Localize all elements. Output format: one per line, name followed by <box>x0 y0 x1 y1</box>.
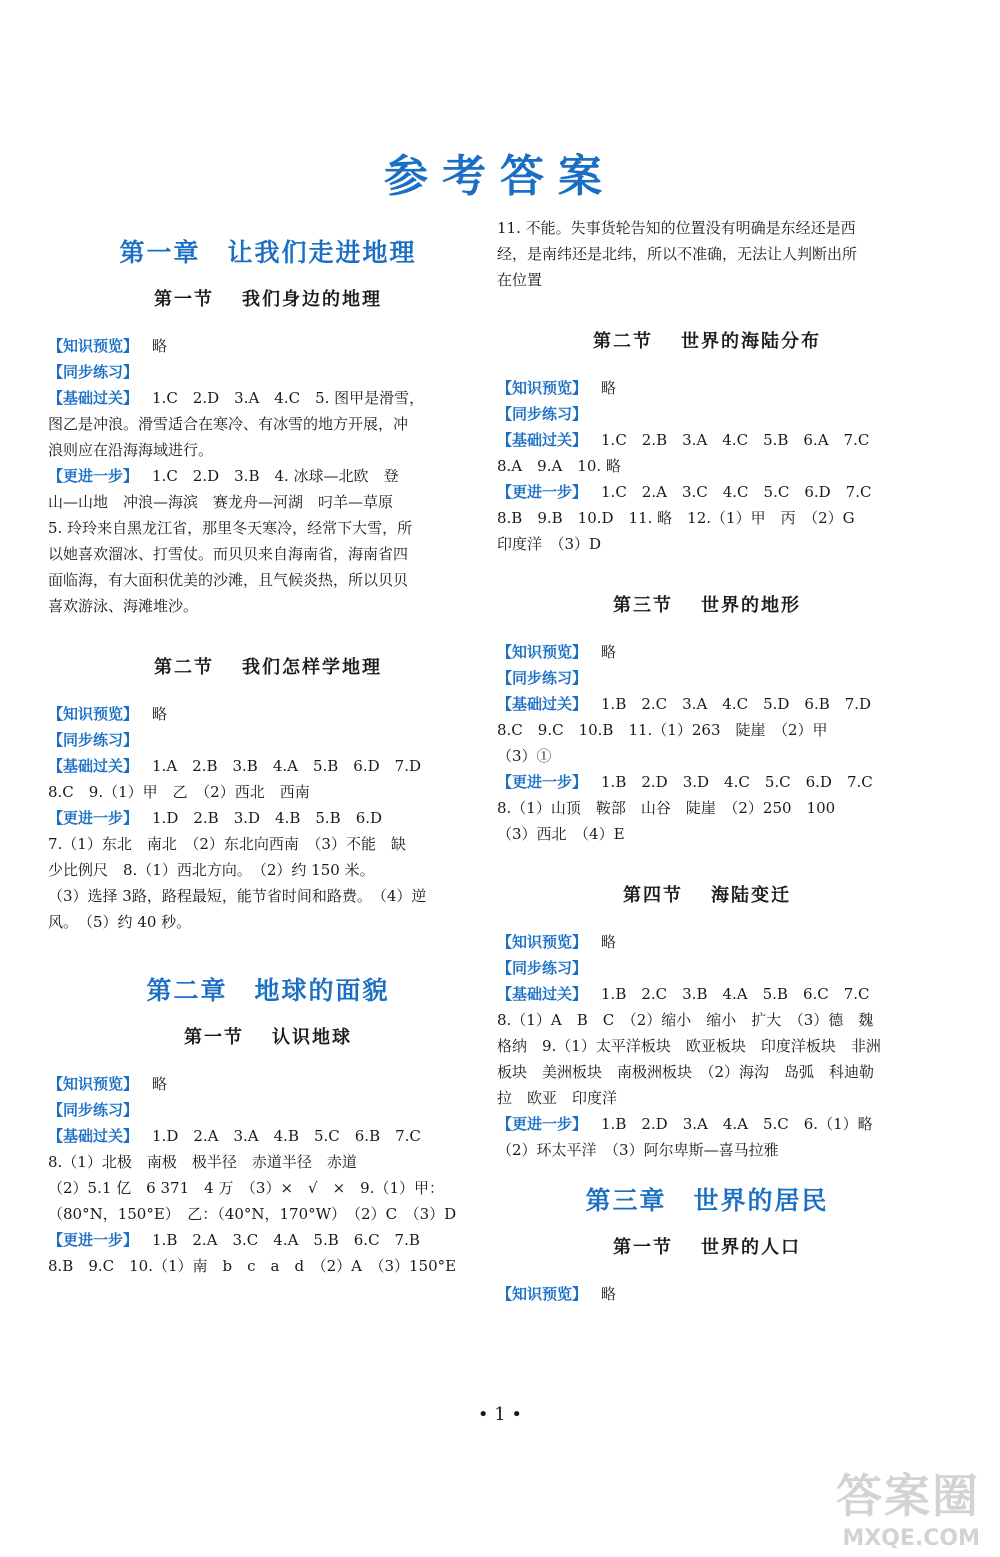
answer-block <box>497 929 917 1163</box>
category-tag: 【同步练习】 <box>497 669 588 687</box>
answer-text: 5. 玲玲来自黑龙江省，那里冬天寒冷，经常下大雪，所 <box>48 519 413 537</box>
answer-line <box>48 567 488 593</box>
answer-line <box>497 375 917 401</box>
answer-text: 8.C 9.（1）甲 乙 （2）西北 西南 <box>48 783 310 801</box>
category-tag: 【更进一步】 <box>497 773 588 791</box>
answer-block <box>48 701 488 935</box>
answer-text: 略 <box>601 643 617 661</box>
answer-text: 浪则应在沿海海域进行。 <box>48 441 214 459</box>
answer-line <box>497 665 917 691</box>
category-tag: 【知识预览】 <box>48 1075 139 1093</box>
category-tag: 【基础过关】 <box>48 757 139 775</box>
answer-line <box>497 691 917 717</box>
section-title: 世界的地形 <box>701 595 801 616</box>
category-tag: 【基础过关】 <box>48 389 139 407</box>
watermark-logo <box>730 1460 980 1550</box>
answer-text: 面临海，有大面积优美的沙滩，且气候炎热，所以贝贝 <box>48 571 409 589</box>
answer-text: 山—山地 冲浪—海滨 赛龙舟—河湖 叼羊—草原 <box>48 493 394 511</box>
answer-line <box>48 1227 488 1253</box>
category-tag: 【更进一步】 <box>48 467 139 485</box>
category-tag: 【知识预览】 <box>497 643 588 661</box>
answer-line <box>48 857 488 883</box>
section-heading <box>497 327 917 353</box>
answer-text: 8.（1）山顶 鞍部 山谷 陡崖 （2）250 100 <box>497 799 836 817</box>
answer-line <box>48 805 488 831</box>
answer-line <box>497 401 917 427</box>
answer-line <box>48 1175 488 1201</box>
answer-text: 7.（1）东北 南北 （2）东北向西南 （3）不能 缺 <box>48 835 406 853</box>
answer-line <box>497 1085 917 1111</box>
answer-text: 略 <box>601 933 617 951</box>
answer-block <box>48 1071 488 1279</box>
answer-text: 图乙是冲浪。滑雪适合在寒冷、有冰雪的地方开展，冲 <box>48 415 409 433</box>
answer-line <box>497 717 917 743</box>
answer-line <box>48 333 488 359</box>
answer-line <box>497 1007 917 1033</box>
answer-line <box>48 831 488 857</box>
answer-text: 8.（1）A B C （2）缩小 缩小 扩大 （3）德 魏 <box>497 1011 874 1029</box>
answer-text: 印度洋 （3）D <box>497 535 602 553</box>
answer-line <box>497 795 917 821</box>
answer-line <box>497 981 917 1007</box>
chapter-heading: 第一章 让我们走进地理 <box>119 238 417 267</box>
chapter-heading: 第三章 世界的居民 <box>585 1186 829 1215</box>
answer-line <box>497 1033 917 1059</box>
answer-line <box>48 411 488 437</box>
answer-line <box>48 437 488 463</box>
answer-line <box>48 753 488 779</box>
page-title: 参考答案 <box>384 151 616 202</box>
category-tag: 【知识预览】 <box>497 379 588 397</box>
chapter-heading: 第二章 地球的面貌 <box>146 976 390 1005</box>
category-tag: 【同步练习】 <box>497 405 588 423</box>
answer-text: 1.D 2.A 3.A 4.B 5.C 6.B 7.C <box>152 1127 421 1145</box>
section-heading <box>48 1023 488 1049</box>
page-number: • 1 • <box>477 1404 523 1425</box>
answer-text: （2）环太平洋 （3）阿尔卑斯—喜马拉雅 <box>497 1141 779 1159</box>
answer-line: 在位置 <box>497 271 543 289</box>
answer-text: 1.B 2.D 3.A 4.A 5.C 6.（1）略 <box>601 1115 873 1133</box>
answer-line <box>48 1253 488 1279</box>
answer-line <box>497 427 917 453</box>
answer-block <box>497 375 917 557</box>
category-tag: 【同步练习】 <box>48 731 139 749</box>
section-heading <box>497 1233 917 1259</box>
answer-line <box>497 531 917 557</box>
answer-line <box>497 453 917 479</box>
section-heading <box>497 881 917 907</box>
answer-text: （3）选择 3路，路程最短，能节省时间和路费。 （4）逆 <box>48 887 427 905</box>
answer-line <box>48 515 488 541</box>
answer-line <box>48 593 488 619</box>
category-tag: 【同步练习】 <box>48 363 139 381</box>
answer-line <box>497 1137 917 1163</box>
answer-text: （3）西北 （4）E <box>497 825 625 843</box>
answer-line <box>48 1071 488 1097</box>
answer-text: 1.C 2.D 3.B 4. 冰球—北欧 登 <box>152 467 399 485</box>
section-heading <box>497 591 917 617</box>
answer-line <box>48 883 488 909</box>
answer-text: 喜欢游泳、海滩堆沙。 <box>48 597 199 615</box>
category-tag: 【更进一步】 <box>497 483 588 501</box>
answer-text: 板块 美洲板块 南极洲板块 （2）海沟 岛弧 科迪勒 <box>497 1063 875 1081</box>
category-tag: 【更进一步】 <box>48 809 139 827</box>
section-number: 第一节 <box>154 289 214 310</box>
category-tag: 【知识预览】 <box>48 337 139 355</box>
section-title: 我们身边的地理 <box>242 289 382 310</box>
watermark-url: MXQE.COM <box>842 1526 980 1551</box>
answer-text: 略 <box>152 337 168 355</box>
answer-line <box>497 769 917 795</box>
section-title: 海陆变迁 <box>711 885 791 906</box>
answer-line <box>48 1201 488 1227</box>
answer-text: 1.D 2.B 3.D 4.B 5.B 6.D <box>152 809 383 827</box>
category-tag: 【更进一步】 <box>497 1115 588 1133</box>
answer-block <box>497 1281 917 1307</box>
answer-text: 8.B 9.B 10.D 11. 略 12.（1）甲 丙 （2）G <box>497 509 855 527</box>
answer-line <box>48 727 488 753</box>
answer-text: 略 <box>601 379 617 397</box>
section-title: 我们怎样学地理 <box>242 657 382 678</box>
answer-text: 风。 （5）约 40 秒。 <box>48 913 192 931</box>
answer-text: 1.B 2.C 3.A 4.C 5.D 6.B 7.D <box>601 695 872 713</box>
section-heading <box>48 285 488 311</box>
section-number: 第二节 <box>154 657 214 678</box>
section-number: 第四节 <box>623 885 683 906</box>
category-tag: 【基础过关】 <box>497 695 588 713</box>
answer-line <box>48 541 488 567</box>
category-tag: 【知识预览】 <box>497 933 588 951</box>
answer-block <box>48 333 488 619</box>
answer-text: 1.B 2.A 3.C 4.A 5.B 6.C 7.B <box>152 1231 420 1249</box>
answer-block <box>497 639 917 847</box>
section-number: 第一节 <box>184 1027 244 1048</box>
answer-text: 1.C 2.D 3.A 4.C 5. 图甲是滑雪， <box>152 389 425 407</box>
section-number: 第三节 <box>613 595 673 616</box>
answer-line <box>497 479 917 505</box>
answer-text: 少比例尺 8.（1）西北方向。 （2）约 150 米。 <box>48 861 375 879</box>
answer-line <box>48 359 488 385</box>
answer-text: （3）① <box>497 747 552 765</box>
answer-line <box>48 463 488 489</box>
answer-block-continued <box>497 215 917 293</box>
answer-line <box>48 385 488 411</box>
answer-text: （80°N，150°E） 乙：（40°N，170°W） （2）C （3）D <box>48 1205 457 1223</box>
answer-line <box>497 505 917 531</box>
answer-text: 以她喜欢溜冰、打雪仗。而贝贝来自海南省，海南省四 <box>48 545 409 563</box>
section-title: 世界的海陆分布 <box>681 331 821 352</box>
answer-text: 略 <box>152 705 168 723</box>
answer-line <box>497 1111 917 1137</box>
category-tag: 【同步练习】 <box>48 1101 139 1119</box>
section-number: 第一节 <box>613 1237 673 1258</box>
category-tag: 【知识预览】 <box>48 705 139 723</box>
answer-line <box>497 955 917 981</box>
answer-line <box>497 929 917 955</box>
answer-text: 略 <box>601 1285 617 1303</box>
answer-line <box>497 821 917 847</box>
answer-line <box>48 1149 488 1175</box>
category-tag: 【基础过关】 <box>48 1127 139 1145</box>
answer-line <box>497 639 917 665</box>
answer-line <box>497 1059 917 1085</box>
section-number: 第二节 <box>593 331 653 352</box>
category-tag: 【同步练习】 <box>497 959 588 977</box>
answer-text: 1.C 2.B 3.A 4.C 5.B 6.A 7.C <box>601 431 870 449</box>
answer-line <box>497 1281 917 1307</box>
right-column <box>497 215 917 1307</box>
answer-text: 8.B 9.C 10.（1）南 b c a d （2）A （3）150°E <box>48 1257 457 1275</box>
left-column <box>48 215 488 1279</box>
category-tag: 【基础过关】 <box>497 985 588 1003</box>
answer-text: 8.（1）北极 南极 极半径 赤道半径 赤道 <box>48 1153 357 1171</box>
answer-text: 格纳 9.（1）太平洋板块 欧亚板块 印度洋板块 非洲 <box>497 1037 881 1055</box>
answer-text: 8.A 9.A 10. 略 <box>497 457 621 475</box>
answer-line <box>48 489 488 515</box>
watermark-text: 答案圈 <box>836 1469 980 1523</box>
answer-text: 1.B 2.D 3.D 4.C 5.C 6.D 7.C <box>601 773 873 791</box>
answer-line: 11. 不能。失事货轮告知的位置没有明确是东经还是西 <box>497 219 856 237</box>
section-title: 世界的人口 <box>701 1237 801 1258</box>
answer-line <box>48 909 488 935</box>
answer-line <box>48 1123 488 1149</box>
answer-line <box>48 701 488 727</box>
category-tag: 【更进一步】 <box>48 1231 139 1249</box>
answer-line <box>48 779 488 805</box>
answer-text: 1.B 2.C 3.B 4.A 5.B 6.C 7.C <box>601 985 870 1003</box>
answer-text: （2）5.1 亿 6 371 4 万 （3）× √ × 9.（1）甲： <box>48 1179 445 1197</box>
answer-text: 拉 欧亚 印度洋 <box>497 1089 618 1107</box>
answer-line <box>48 1097 488 1123</box>
answer-text: 8.C 9.C 10.B 11.（1）263 陡崖 （2）甲 <box>497 721 828 739</box>
answer-text: 1.C 2.A 3.C 4.C 5.C 6.D 7.C <box>601 483 872 501</box>
answer-line <box>497 743 917 769</box>
section-heading <box>48 653 488 679</box>
answer-text: 略 <box>152 1075 168 1093</box>
category-tag: 【基础过关】 <box>497 431 588 449</box>
category-tag: 【知识预览】 <box>497 1285 588 1303</box>
answer-text: 1.A 2.B 3.B 4.A 5.B 6.D 7.D <box>152 757 421 775</box>
answer-line: 经，是南纬还是北纬，所以不准确，无法让人判断出所 <box>497 245 858 263</box>
section-title: 认识地球 <box>272 1027 352 1048</box>
